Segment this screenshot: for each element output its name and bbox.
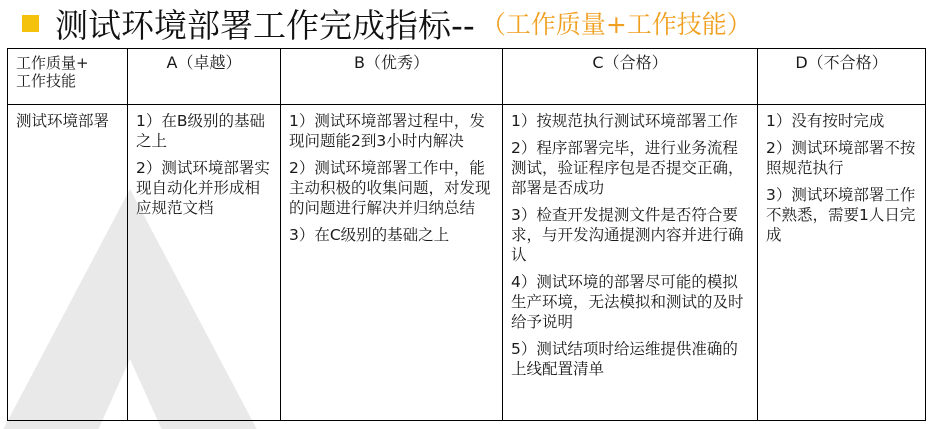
list-item: 5）测试结项时给运维提供准确的上线配置清单 — [511, 340, 738, 378]
list-item: 2）测试环境部署实现自动化并形成相应规范文档 — [136, 159, 270, 217]
list-item: 3）测试环境部署工作不熟悉，需要1人日完成 — [766, 186, 916, 244]
list-item: 4）测试环境的部署尽可能的模拟生产环境，无法模拟和测试的及时给予说明 — [511, 273, 744, 331]
category-cell: 测试环境部署 — [8, 105, 128, 421]
criteria-table — [7, 48, 926, 421]
header-grade-d: D（不合格） — [758, 49, 926, 105]
grade-c-cell — [503, 105, 758, 421]
list-item: 3）检查开发提测文件是否符合要求，与开发沟通提测内容并进行确认 — [511, 206, 744, 264]
table-row — [8, 105, 926, 421]
header-category: 工作质量+ 工作技能 — [8, 49, 128, 105]
page-title: 测试环境部署工作完成指标-- — [55, 5, 475, 45]
page-subtitle: （工作质量+工作技能） — [480, 10, 752, 39]
list-item: 2）程序部署完毕，进行业务流程测试，验证程序包是否提交正确，部署是否成功 — [511, 139, 744, 197]
grade-b-cell — [281, 105, 503, 421]
list-item: 2）测试环境部署不按照规范执行 — [766, 139, 916, 177]
list-item: 1）按规范执行测试环境部署工作 — [511, 112, 738, 130]
header-row — [8, 49, 926, 105]
title-bullet-square-icon — [22, 15, 39, 32]
list-item: 2）测试环境部署工作中，能主动积极的收集问题，对发现的问题进行解决并归纳总结 — [289, 159, 491, 217]
header-grade-b: B（优秀） — [281, 49, 503, 105]
list-item: 3）在C级别的基础之上 — [289, 226, 450, 244]
title-row — [22, 2, 752, 44]
grade-a-cell — [128, 105, 281, 421]
list-item: 1）没有按时完成 — [766, 112, 885, 130]
list-item: 1）在B级别的基础之上 — [136, 112, 265, 150]
header-grade-a: A（卓越） — [128, 49, 281, 105]
list-item: 1）测试环境部署过程中，发现问题能2到3小时内解决 — [289, 112, 485, 150]
header-grade-c: C（合格） — [503, 49, 758, 105]
grade-d-cell — [758, 105, 926, 421]
